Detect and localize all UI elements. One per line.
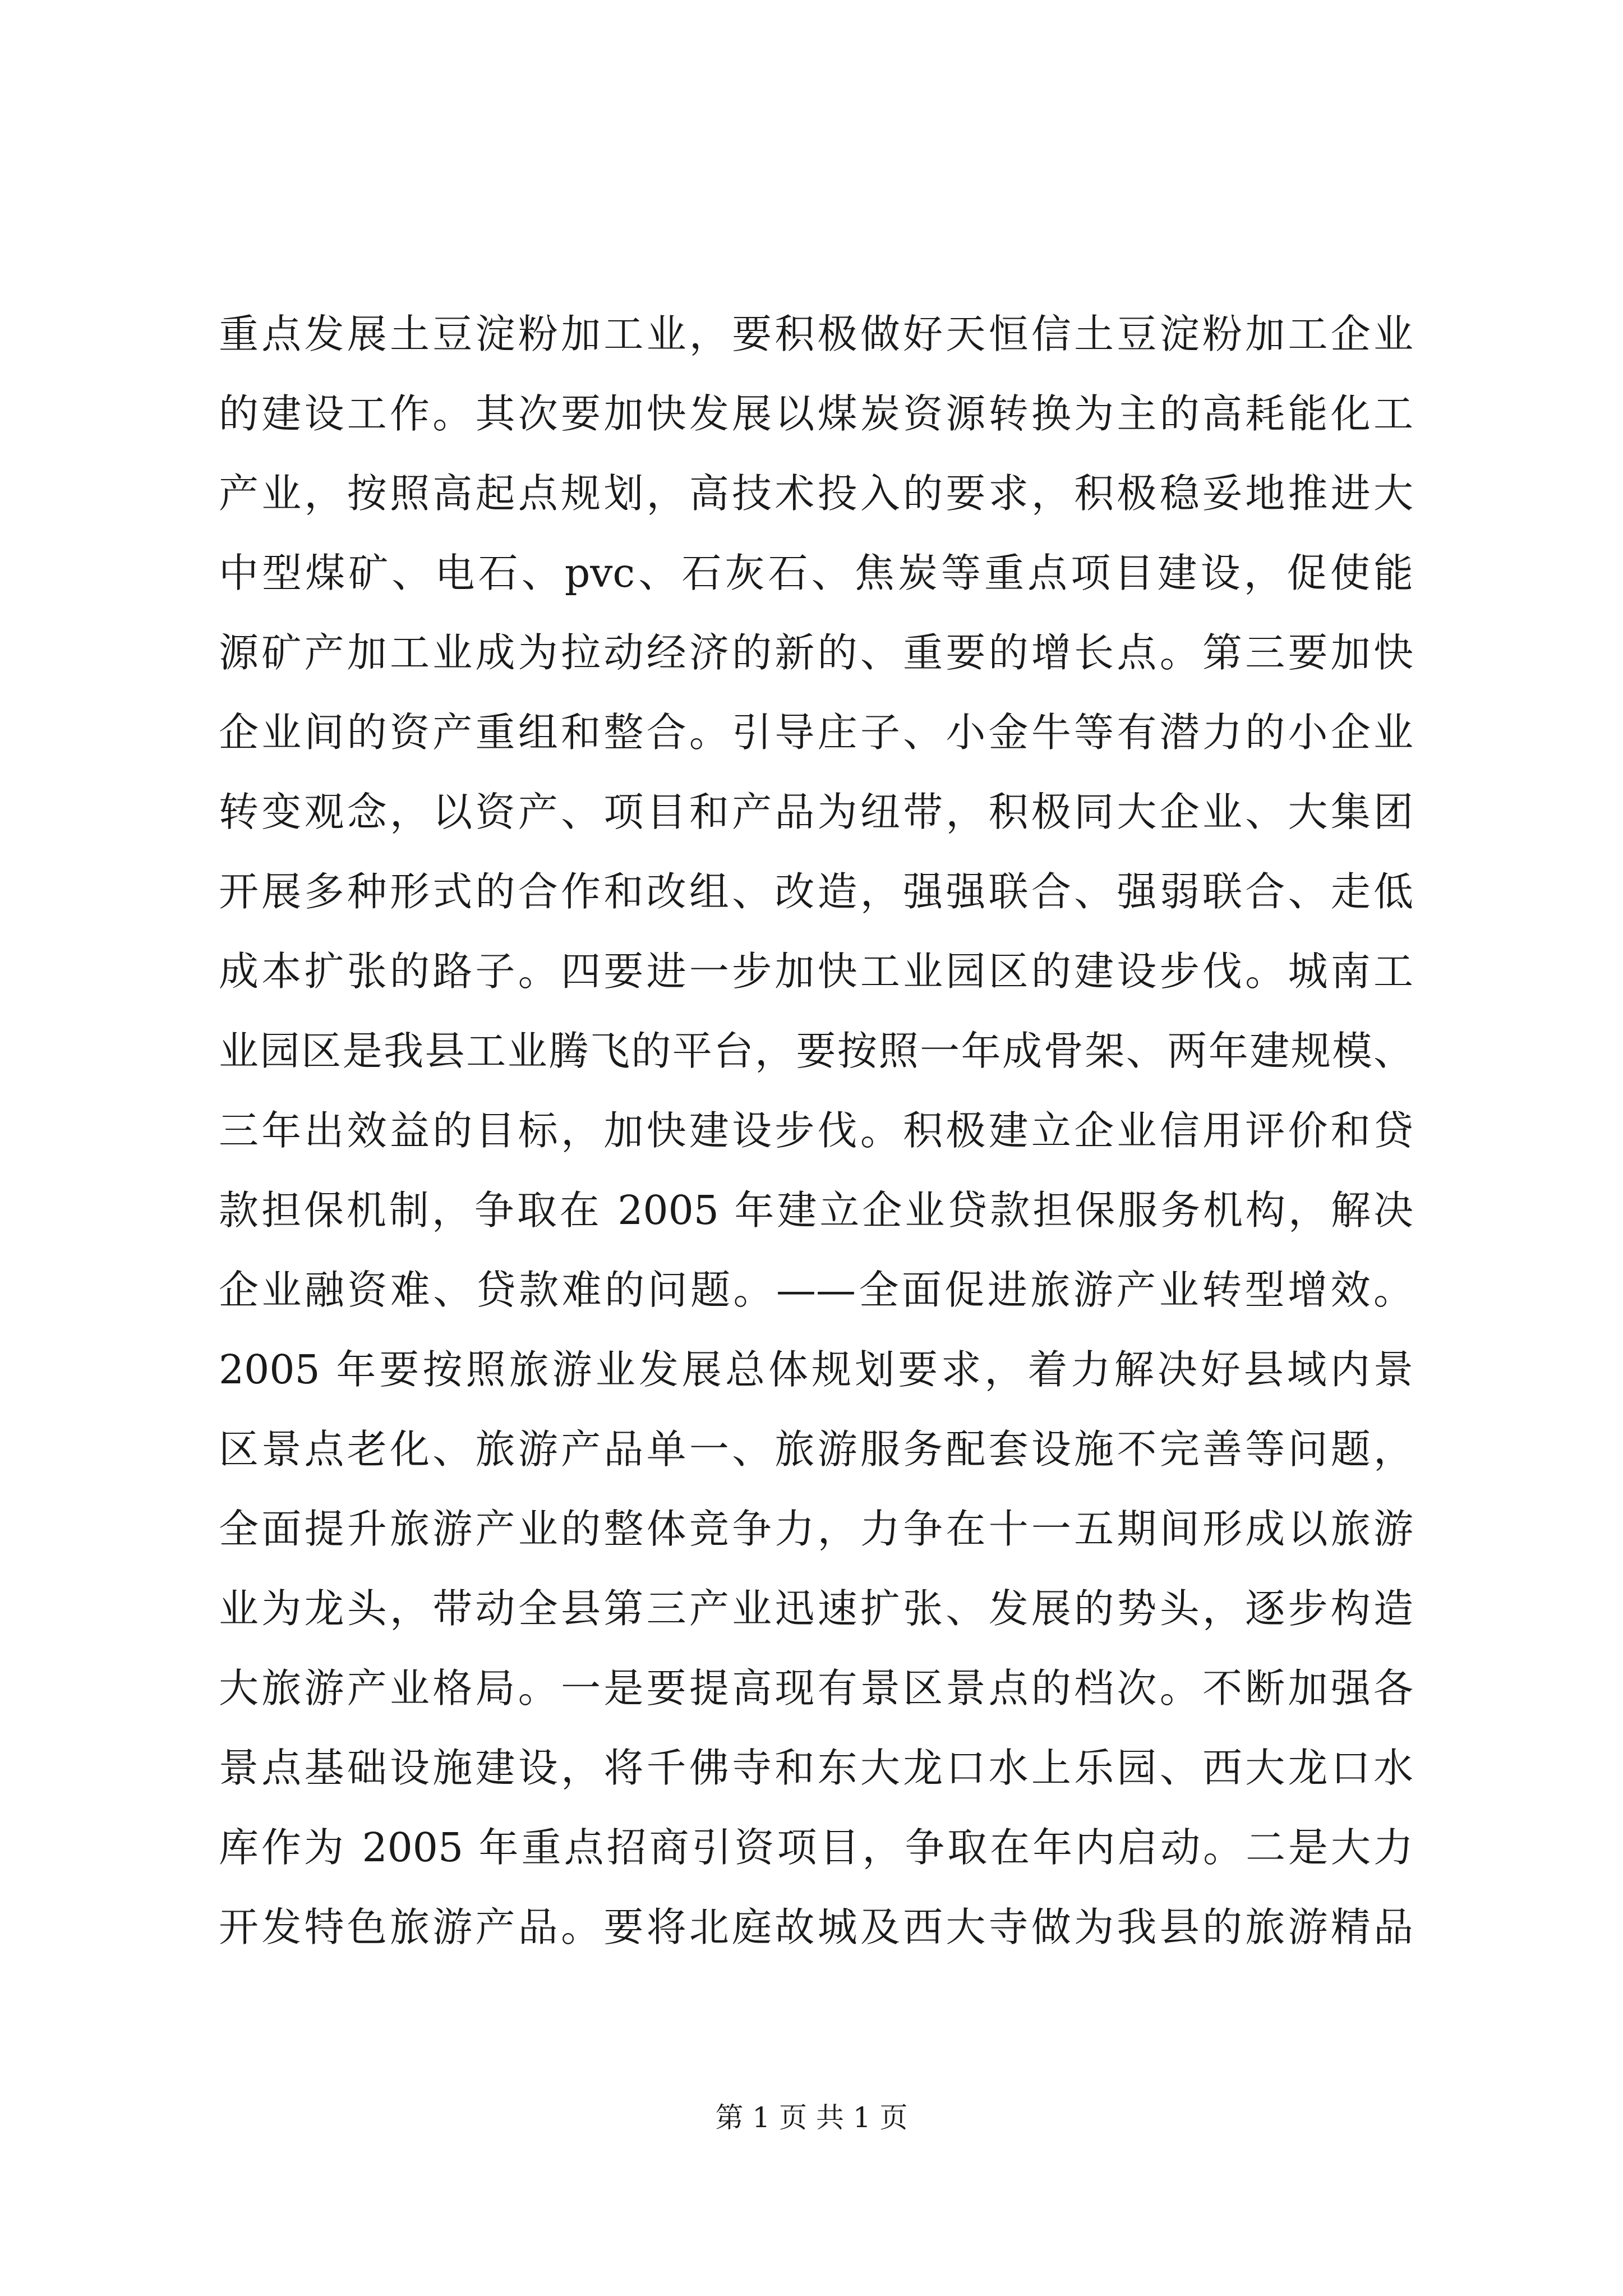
text-line: 2005 年要按照旅游业发展总体规划要求，着力解决好县域内景: [219, 1346, 1413, 1393]
text-line: 开发特色旅游产品。要将北庭故城及西大寺做为我县的旅游精品: [219, 1904, 1413, 1950]
body-text: [219, 295, 1413, 1967]
text-line: 开展多种形式的合作和改组、改造，强强联合、强弱联合、走低: [219, 868, 1413, 915]
text-line: 库作为 2005 年重点招商引资项目，争取在年内启动。二是大力: [219, 1824, 1413, 1871]
text-line: 的建设工作。其次要加快发展以煤炭资源转换为主的高耗能化工: [219, 390, 1413, 437]
text-line: 企业间的资产重组和整合。引导庄子、小金牛等有潜力的小企业: [219, 709, 1413, 756]
text-line: 大旅游产业格局。一是要提高现有景区景点的档次。不断加强各: [219, 1665, 1413, 1711]
text-line: 景点基础设施建设，将千佛寺和东大龙口水上乐园、西大龙口水: [219, 1745, 1413, 1791]
page-footer: 第 1 页 共 1 页: [715, 2101, 908, 2134]
text-line: 重点发展土豆淀粉加工业，要积极做好天恒信土豆淀粉加工企业: [219, 311, 1413, 357]
text-line: 转变观念，以资产、项目和产品为纽带，积极同大企业、大集团: [219, 789, 1413, 835]
text-line: 企业融资难、贷款难的问题。——全面促进旅游产业转型增效。: [219, 1267, 1413, 1313]
text-line: 中型煤矿、电石、pvc、石灰石、焦炭等重点项目建设，促使能: [219, 550, 1413, 596]
text-line: 成本扩张的路子。四要进一步加快工业园区的建设步伐。城南工: [219, 948, 1413, 995]
text-line: 产业，按照高起点规划，高技术投入的要求，积极稳妥地推进大: [219, 470, 1413, 517]
text-line: 区景点老化、旅游产品单一、旅游服务配套设施不完善等问题，: [219, 1426, 1413, 1473]
text-line: 款担保机制，争取在 2005 年建立企业贷款担保服务机构，解决: [219, 1187, 1413, 1234]
text-line: 业园区是我县工业腾飞的平台，要按照一年成骨架、两年建规模、: [219, 1028, 1413, 1074]
text-line: 源矿产加工业成为拉动经济的新的、重要的增长点。第三要加快: [219, 629, 1413, 676]
text-line: 业为龙头，带动全县第三产业迅速扩张、发展的势头，逐步构造: [219, 1585, 1413, 1632]
text-line: 三年出效益的目标，加快建设步伐。积极建立企业信用评价和贷: [219, 1107, 1413, 1154]
text-line: 全面提升旅游产业的整体竞争力，力争在十一五期间形成以旅游: [219, 1506, 1413, 1552]
